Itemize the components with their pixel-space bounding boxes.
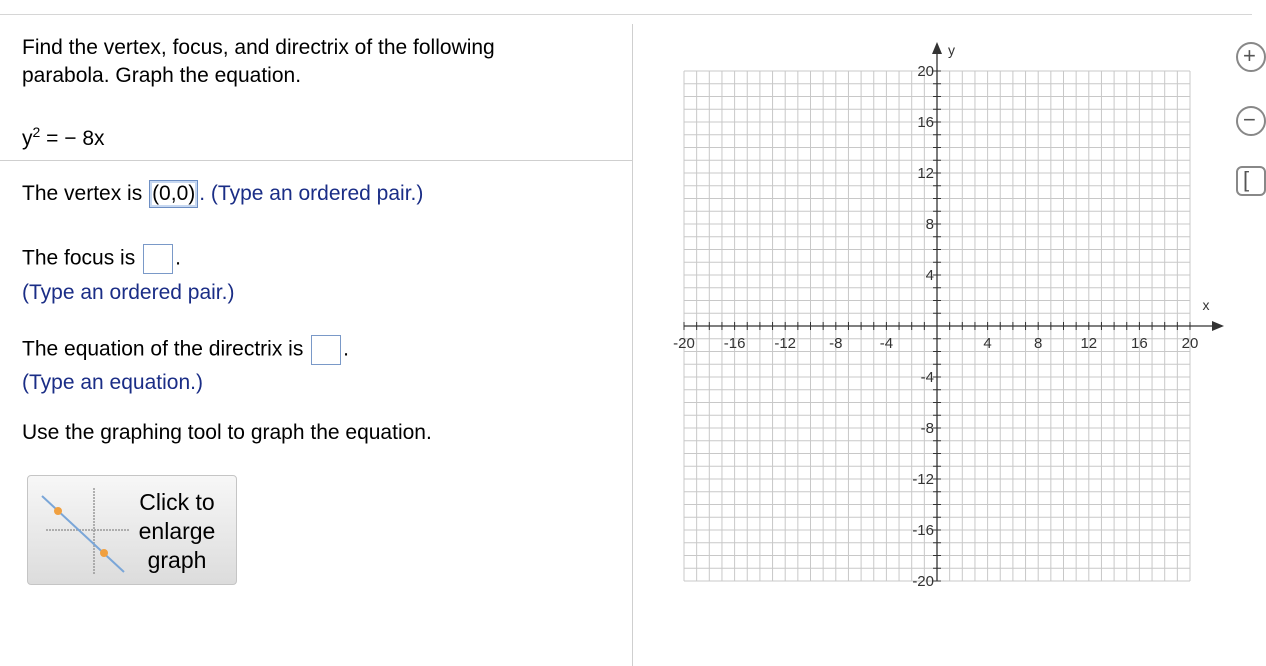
vertex-answer-field[interactable]: (0,0): [149, 180, 198, 208]
coordinate-graph[interactable]: [640, 30, 1240, 650]
focus-prefix: The focus is: [22, 246, 136, 270]
zoom-in-icon[interactable]: +: [1236, 42, 1266, 72]
y-tick-label: 16: [917, 114, 934, 131]
question-divider: [0, 160, 632, 161]
graph-instruction: Use the graphing tool to graph the equation.: [22, 421, 432, 444]
y-tick-label: -4: [920, 369, 934, 386]
y-tick-label: -16: [912, 522, 934, 539]
x-tick-label: -8: [829, 335, 843, 352]
focus-row: [22, 244, 181, 274]
directrix-suffix: .: [343, 337, 350, 361]
equation-rhs: = − 8x: [40, 127, 105, 150]
x-tick-label: 4: [983, 335, 992, 352]
x-axis-label: x: [1202, 297, 1210, 313]
y-tick-label: 4: [925, 267, 934, 284]
problem-instruction: Find the vertex, focus, and directrix of the following parabola. Graph the equation.: [22, 36, 495, 87]
y-axis-label: y: [948, 42, 955, 58]
focus-hint: (Type an ordered pair.): [22, 281, 235, 304]
vertex-row: [22, 180, 423, 208]
y-tick-label: 12: [917, 165, 934, 182]
enlarge-graph-button[interactable]: [27, 475, 237, 585]
vertex-hint: . (Type an ordered pair.): [199, 182, 424, 205]
directrix-hint: (Type an equation.): [22, 371, 203, 394]
x-tick-label: 20: [1181, 335, 1199, 352]
x-tick-label: 12: [1080, 335, 1098, 352]
y-axis-arrow: [932, 42, 942, 54]
directrix-row: [22, 335, 349, 365]
focus-suffix: .: [175, 246, 181, 270]
y-tick-label: -12: [912, 471, 934, 488]
vertex-prefix: The vertex is: [22, 182, 143, 205]
enlarge-graph-label: Click to enlarge graph: [138, 489, 216, 573]
focus-answer-field[interactable]: [143, 244, 173, 274]
directrix-prefix: The equation of the directrix is: [22, 337, 304, 361]
graph-thumbnail-icon: [36, 482, 132, 582]
x-axis-arrow: [1212, 321, 1224, 331]
zoom-out-icon[interactable]: −: [1236, 106, 1266, 136]
x-tick-label: 8: [1034, 335, 1043, 352]
problem-equation: [22, 118, 105, 153]
equation-exponent: 2: [32, 124, 41, 140]
equation-lhs: y: [22, 127, 33, 150]
x-tick-label: -4: [879, 335, 894, 352]
directrix-answer-field[interactable]: [311, 335, 341, 365]
x-tick-label: -20: [673, 335, 695, 352]
fullscreen-icon[interactable]: [: [1236, 166, 1266, 196]
y-tick-label: 20: [917, 63, 934, 80]
x-tick-label: -12: [774, 335, 797, 352]
x-tick-label: -16: [723, 335, 746, 352]
y-tick-label: -8: [920, 420, 934, 437]
panel-divider: [632, 24, 633, 666]
top-divider: [0, 14, 1252, 15]
x-tick-label: 16: [1131, 335, 1148, 352]
y-tick-label: -20: [912, 573, 934, 590]
y-tick-label: 8: [925, 216, 934, 233]
